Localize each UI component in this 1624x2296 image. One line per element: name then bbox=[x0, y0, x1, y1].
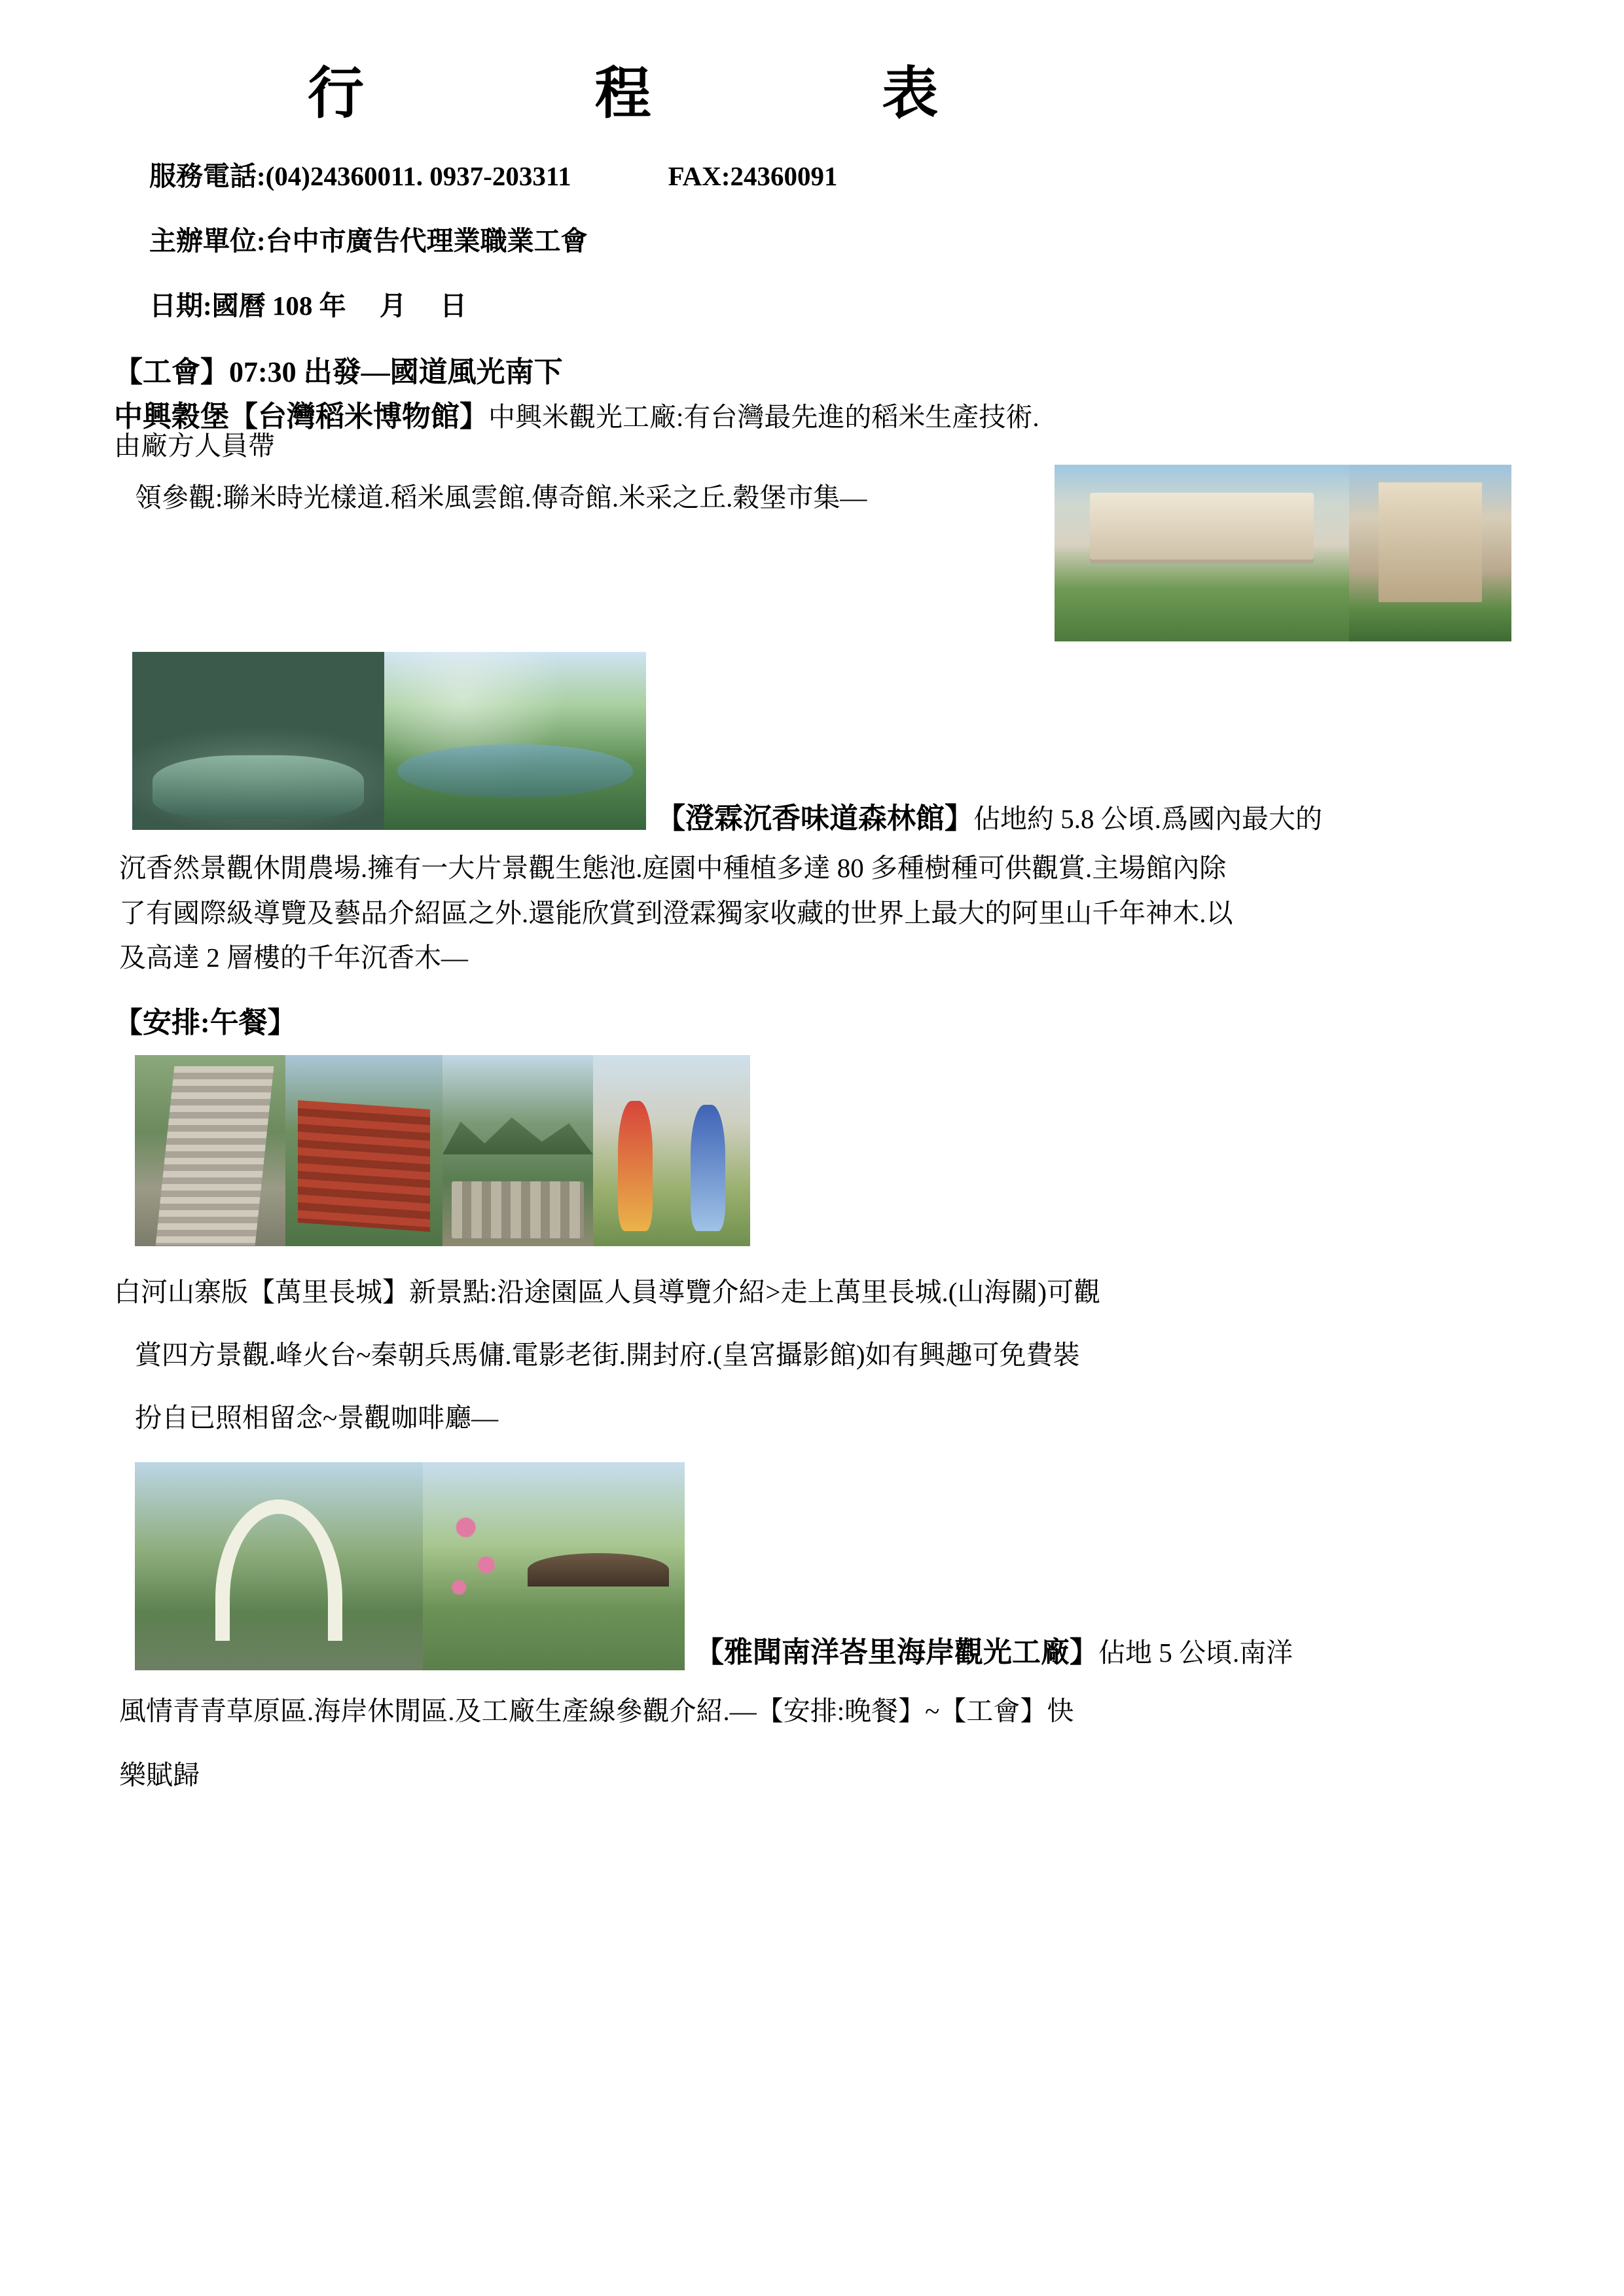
organizer-line: 主辦單位:台中市廣告代理業職業工會 bbox=[149, 225, 588, 256]
stop2-text1: 佔地約 5.8 公頃.爲國內最大的 bbox=[973, 803, 1322, 834]
stop4-line2: 風情青青草原區.海岸休閒區.及工廠生產線參觀介紹.—【安排:晚餐】~【工會】快 bbox=[119, 1695, 1074, 1726]
page-title: 行 程 表 bbox=[308, 62, 939, 125]
date-line: 日期:國曆 108 年 月 日 bbox=[149, 290, 467, 321]
stop4-text1: 佔地 5 公頃.南洋 bbox=[1098, 1637, 1293, 1668]
itinerary-body bbox=[0, 357, 1624, 1801]
stop1-title: 中興穀堡【台灣稻米博物館】 bbox=[114, 400, 488, 433]
photo-strip-rice-museum bbox=[132, 652, 646, 830]
stop2-line2: 沉香然景觀休閒農場.擁有一大片景觀生態池.庭園中種植多達 80 多種樹種可供觀賞.主場館內除 bbox=[119, 852, 1227, 883]
photo-rice-museum-pond bbox=[132, 652, 384, 830]
fax-number: FAX:24360091 bbox=[668, 160, 838, 191]
photo-strip-bali bbox=[135, 1462, 685, 1670]
stop2-block bbox=[119, 652, 1511, 838]
photo-bali-arch bbox=[135, 1462, 423, 1670]
stop2-title: 【澄霖沉香味道森林館】 bbox=[657, 802, 973, 834]
header-info bbox=[0, 160, 1624, 321]
photo-cheng-lin-mansion bbox=[1055, 465, 1349, 641]
stop3-line2: 賞四方景觀.峰火台~秦朝兵馬傭.電影老街.開封府.(皇宮攝影館)如有興趣可免費裝 bbox=[135, 1339, 1080, 1370]
stop3-line3: 扮自已照相留念~景觀咖啡廳— bbox=[135, 1402, 499, 1433]
stop4-line3: 樂賦歸 bbox=[119, 1759, 200, 1790]
photo-great-wall-stairs bbox=[135, 1055, 285, 1246]
photo-strip-great-wall bbox=[135, 1055, 1511, 1246]
stop2-line3: 了有國際級導覽及藝品介紹區之外.還能欣賞到澄霖獨家收藏的世界上最大的阿里山千年神木.以 bbox=[119, 897, 1233, 928]
service-phone: 服務電話:(04)24360011. 0937-203311 bbox=[149, 160, 571, 191]
stop4-title: 【雅聞南洋峇里海岸觀光工廠】 bbox=[695, 1636, 1098, 1668]
stop1-line1 bbox=[114, 402, 1511, 460]
stop3-line1: 白河山寨版【萬里長城】新景點:沿途園區人員導覽介紹>走上萬里長城.(山海關)可觀 bbox=[114, 1276, 1101, 1307]
photo-great-wall-mountain bbox=[442, 1055, 593, 1246]
stop2-line4: 及高達 2 層樓的千年沉香木— bbox=[119, 942, 468, 973]
departure-line: 【工會】07:30 出發—國道風光南下 bbox=[114, 355, 563, 388]
stop4-block bbox=[119, 1462, 1511, 1672]
stop1-block bbox=[114, 400, 1511, 641]
contact-line bbox=[149, 160, 1624, 191]
stop1-line2: 領參觀:聯米時光樣道.稻米風雲館.傳奇館.米采之丘.穀堡市集— bbox=[135, 482, 867, 513]
photo-cheng-lin-building bbox=[1349, 465, 1511, 641]
photo-costume-ladies bbox=[593, 1055, 750, 1246]
lunch-line: 【安排:午餐】 bbox=[114, 1006, 297, 1039]
stop1-text: 中興米觀光工廠:有台灣最先進的稻米生產技術.由廠方人員帶 bbox=[114, 401, 1039, 461]
photo-bali-garden bbox=[423, 1462, 685, 1670]
photo-rice-museum-garden bbox=[384, 652, 646, 830]
photo-strip-top-right bbox=[1055, 465, 1511, 641]
photo-great-wall-red bbox=[285, 1055, 442, 1246]
